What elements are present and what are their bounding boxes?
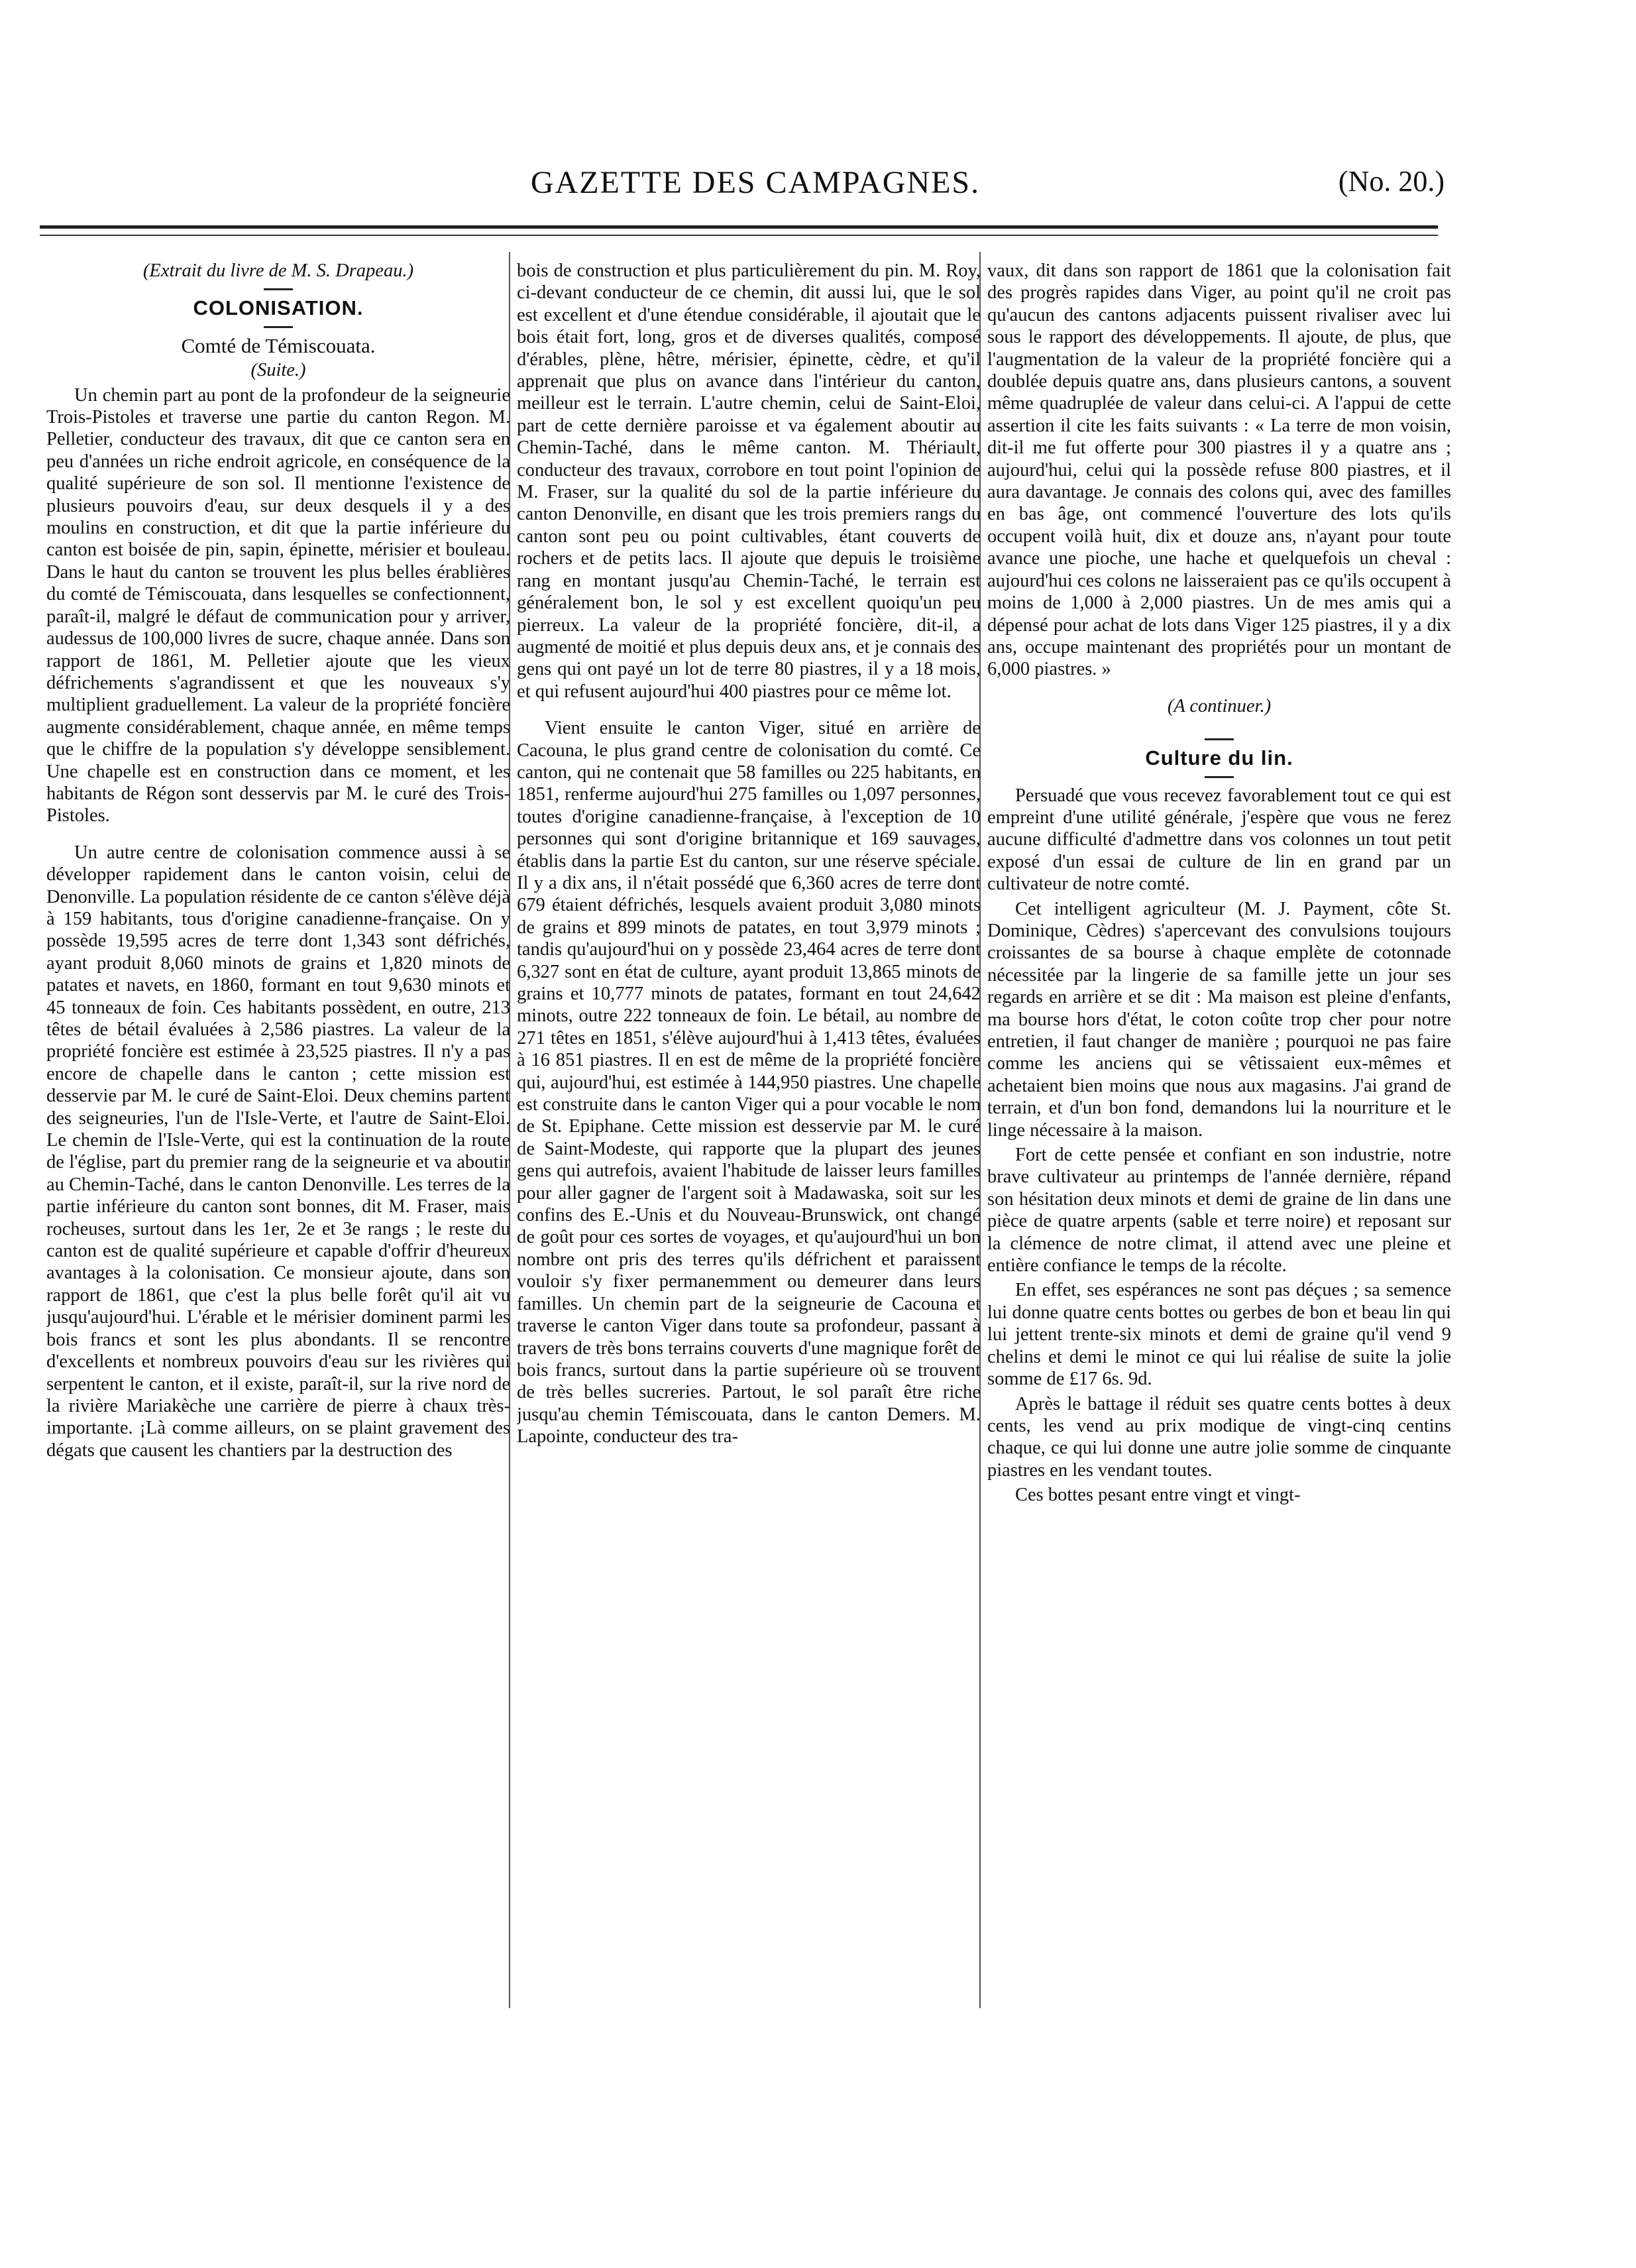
- page-header: [66, 164, 1445, 211]
- paragraph: Après le battage il réduit ses quatre cents bottes à deux cents, les vend au prix modique de vingt-cinq centins chaque, ce qui lui donne une autre jolie somme de cinquante piastres en les vendant toutes.: [987, 1393, 1451, 1481]
- suite-note: (Suite.): [250, 360, 306, 381]
- source-note: (Extrait du livre de M. S. Drapeau.): [142, 260, 414, 281]
- paragraph: Ces bottes pesant entre vingt et vingt-: [1015, 1485, 1301, 1506]
- header-rule-thin: [40, 235, 1438, 236]
- paragraph: Cet intelligent agriculteur (M. J. Payment, côte St. Dominique, Cèdres) s'apercevant des convulsions toujours croissantes de sa bourse à chaque emplète de cotonnade nécessitée par la lingerie de sa famille jette un jour ses regards en arrière et se dit : Ma maison est pleine d'enfants, ma bourse hors d'état, le coton coûte trop cher pour notre entretien, il faut changer de manière ; pourquoi ne pas faire comme les anciens qui se vêtissaient eux-mêmes et achetaient bien moins que nous aux magasins. J'ai grand de terrain, et d'un bon fond, demandons lui la nourriture et le linge nécessaire à la maison.: [987, 898, 1451, 1141]
- continuation-note: (A continuer.): [1167, 695, 1272, 716]
- column-2: [517, 260, 981, 1996]
- section-heading-culture-du-lin: Culture du lin.: [1145, 746, 1293, 770]
- dash-separator: [1205, 776, 1234, 778]
- paragraph: En effet, ses espérances ne sont pas déçues ; sa semence lui donne quatre cents bottes ou gerbes de bon et beau lin qui lui jettent trente-six minots et demi de graine qu'il vend 9 chelins et demi le minot ce qui lui réalise de suite la jolie somme de £17 6s. 9d.: [987, 1280, 1451, 1390]
- paragraph: Fort de cette pensée et confiant en son industrie, notre brave cultivateur au printemps de l'année dernière, répand son hésitation deux minots et demi de graine de lin dans une pièce de quatre arpents (sable et terre noire) et reposant sur la clémence de notre climat, il attend avec une pleine et entière confiance le temps de la récolte.: [987, 1145, 1451, 1276]
- newspaper-title: GAZETTE DES CAMPAGNES.: [530, 165, 981, 200]
- subheading-temiscouata: Comté de Témiscouata.: [181, 333, 376, 357]
- paragraph: Persuadé que vous recevez favorablement tout ce qui est empreint d'une utilité générale, j'espère que vous ne ferez aucune difficulté d'admettre dans vos colonnes un tout petit exposé d'un essai de culture de lin en grand par un cultivateur de notre comté.: [987, 785, 1451, 895]
- issue-number: (No. 20.): [1338, 165, 1445, 198]
- dash-separator: [264, 288, 293, 290]
- column-3: [987, 260, 1451, 1996]
- paragraph: vaux, dit dans son rapport de 1861 que la colonisation fait des progrès rapides dans Viger, au point qu'il ne croit pas qu'aucun des cantons adjacents puissent rivaliser avec lui sous le rapport des développements. Il ajoute, de plus, que l'augmentation de la valeur de la propriété foncière qui a doublée depuis quatre ans, dans plusieurs cantons, a souvent même quadruplée de valeur dans celui-ci. A l'appui de cette assertion il cite les faits suivants : « La terre de mon voisin, dit-il me fut offerte pour 300 piastres il y a quatre ans ; aujourd'hui, celui qui la possède refuse 800 piastres, et il aura davantage. Je connais des colons qui, avec des familles en bas âge, ont commencé l'ouverture des lots qu'ils occupent voilà huit, dix et douze ans, n'ayant pour toute avance une pioche, une hache et quelquefois un cheval : aujourd'hui ces colons ne laisseraient pas ce qu'ils occupent à moins de 1,000 à 2,000 piastres. Un de mes amis qui a dépensé pour achat de lots dans Viger 125 piastres, il y a dix ans, occupe maintenant des propriétés pour un montant de 6,000 piastres. »: [987, 260, 1451, 680]
- paragraph: Un autre centre de colonisation commence aussi à se développer rapidement dans le canton voisin, celui de Denonville. La population résidente de ce canton s'élève déjà à 159 habitants, tous d'origine canadienne-française. On y possède 19,595 acres de terre dont 1,343 sont défrichés, ayant produit 8,060 minots de grains et 1,820 minots de patates et navets, en 1860, formant en tout 9,630 minots et 45 tonneaux de foin. Ces habitants possèdent, en outre, 213 têtes de bétail évaluées à 2,586 piastres. La valeur de la propriété foncière est estimée à 23,525 piastres. Il n'y a pas encore de chapelle dans le canton ; cette mission est desservie par M. le curé de Saint-Eloi. Deux chemins partent des seigneuries, l'un de l'Isle-Verte, et l'autre de Saint-Eloi. Le chemin de l'Isle-Verte, qui est la continuation de la route de l'église, part du premier rang de la seigneurie et va aboutir au Chemin-Taché, dans le canton Denonville. Les terres de la partie inférieure du canton sont bonnes, dit M. Fraser, mais rocheuses, surtout dans les 1er, 2e et 3e rangs ; le reste du canton est de qualité supérieure et capable d'offrir d'heureux avantages à la colonisation. Ce monsieur ajoute, dans son rapport de 1861, que c'est la plus belle forêt qu'il ait vu jusqu'aujourd'hui. L'érable et le mérisier dominent parmi les bois francs et sont les plus abondants. Il se rencontre d'excellents et nombreux pouvoirs d'eau sur les rivières qui serpentent le canton, et il existe, paraît-il, sur la rive nord de la rivière Mariakèche une carrière de pierre à chaux très-importante. ¡Là comme ailleurs, on se plaint gravement des dégats que causent les chantiers par la destruction des: [46, 842, 510, 1461]
- paragraph: Vient ensuite le canton Viger, situé en arrière de Cacouna, le plus grand centre de colonisation du comté. Ce canton, qui ne contenait que 58 familles ou 225 habitants, en 1851, renferme aujourd'hui 275 familles ou 1,097 personnes, toutes d'origine canadienne-française, à l'exception de 10 personnes qui sont d'origine britannique et 169 sauvages, établis dans la partie Est du canton, sur une réserve spéciale. Il y a dix ans, il n'était possédé que 6,360 acres de terre dont 679 étaient défrichés, lesquels avaient produit 3,080 minots de grains et 899 minots de patates, en tout 3,979 minots ; tandis qu'aujourd'hui on y possède 23,464 acres de terre dont 6,327 sont en état de culture, ayant produit 13,865 minots de grains et 10,777 minots de patates, formant en tout 24,642 minots, outre 222 tonneaux de foin. Le bétail, au nombre de 271 têtes en 1851, s'élève aujourd'hui à 1,413 têtes, évaluées à 16 851 piastres. Il en est de même de la propriété foncière qui, aujourd'hui, est estimée à 144,950 piastres. Une chapelle est construite dans le canton Viger qui a pour vocable le nom de St. Epiphane. Cette mission est desservie par M. le curé de Saint-Modeste, qui rapporte que la plupart des jeunes gens qui autrefois, avaient l'habitude de laisser leurs familles pour aller gagner de l'argent soit à Madawaska, soit sur les confins des E.-Unis et du Nouveau-Brunswick, ont changé de goût pour ces sortes de voyages, et qu'aujourd'hui un bon nombre ont pris des terres qu'ils défrichent et paraissent vouloir s'y fixer permanemment ou demeurer dans leurs familles. Un chemin part de la seigneurie de Cacouna et traverse le canton Viger dans toute sa profondeur, passant à travers de très bons terrains couverts d'une magnique forêt de bois francs, surtout dans la partie supérieure où se trouvent de très belles sucreries. Partout, le sol paraît être riche jusqu'au chemin Témiscouata, dans le canton Demers. M. Lapointe, conducteur des tra-: [517, 718, 981, 1447]
- column-1: [46, 260, 510, 1996]
- section-heading-colonisation: COLONISATION.: [193, 296, 364, 320]
- dash-separator: [1205, 738, 1234, 740]
- paragraph: bois de construction et plus particulièrement du pin. M. Roy, ci-devant conducteur de ce chemin, dit aussi lui, que le sol est excellent et d'une étendue considérable, il ajoutait que le bois était fort, long, gros et de diverses qualités, composé d'érables, plène, hêtre, mérisier, épinette, cèdre, et qu'il apprenait que plus on avance dans l'intérieur du canton, meilleur est le terrain. L'autre chemin, celui de Saint-Eloi, part de cette dernière paroisse et va également aboutir au Chemin-Taché, dans le même canton. M. Thériault, conducteur des travaux, corrobore en tout point l'opinion de M. Fraser, sur la qualité du sol de la partie inférieure du canton Denonville, en disant que les trois premiers rangs du canton sont peu ou point cultivables, étant couverts de rochers et de petits lacs. Il ajoute que depuis le troisième rang en montant jusqu'au Chemin-Taché, le terrain est généralement bon, le sol y est excellent quoiqu'un peu pierreux. La valeur de la propriété foncière, dit-il, a augmenté de moitié et plus depuis deux ans, et je connais des gens qui ont payé un lot de terre 80 piastres, il y a 18 mois, et qui refusent aujourd'hui 400 piastres pour ce même lot.: [517, 260, 981, 702]
- paragraph: Un chemin part au pont de la profondeur de la seigneurie Trois-Pistoles et traverse une partie du canton Regon. M. Pelletier, conducteur des travaux, dit que ce canton sera en peu d'années un riche endroit agricole, en conséquence de la qualité supérieure de son sol. Il mentionne l'existence de plusieurs pouvoirs d'eau, sur deux desquels il y a des moulins en construction, et dit que la partie inférieure du canton est boisée de pin, sapin, épinette, mérisier et bouleau. Dans le haut du canton se trouvent les plus belles érablières du comté de Témiscouata, dans lesquelles se confectionnent, paraît-il, malgré le défaut de communication pour y arriver, audessus de 100,000 livres de sucre, chaque année. Dans son rapport de 1861, M. Pelletier ajoute que les vieux défrichements s'agrandissent et que les nouveaux s'y multiplient graduellement. La valeur de la propriété foncière augmente considérablement, chaque année, en même temps que le chiffre de la population s'y développe sensiblement. Une chapelle est en construction dans ce moment, et les habitants de Régon sont desservis par M. le curé des Trois-Pistoles.: [46, 384, 510, 826]
- dash-separator: [264, 326, 293, 328]
- header-rule-thick: [40, 225, 1438, 229]
